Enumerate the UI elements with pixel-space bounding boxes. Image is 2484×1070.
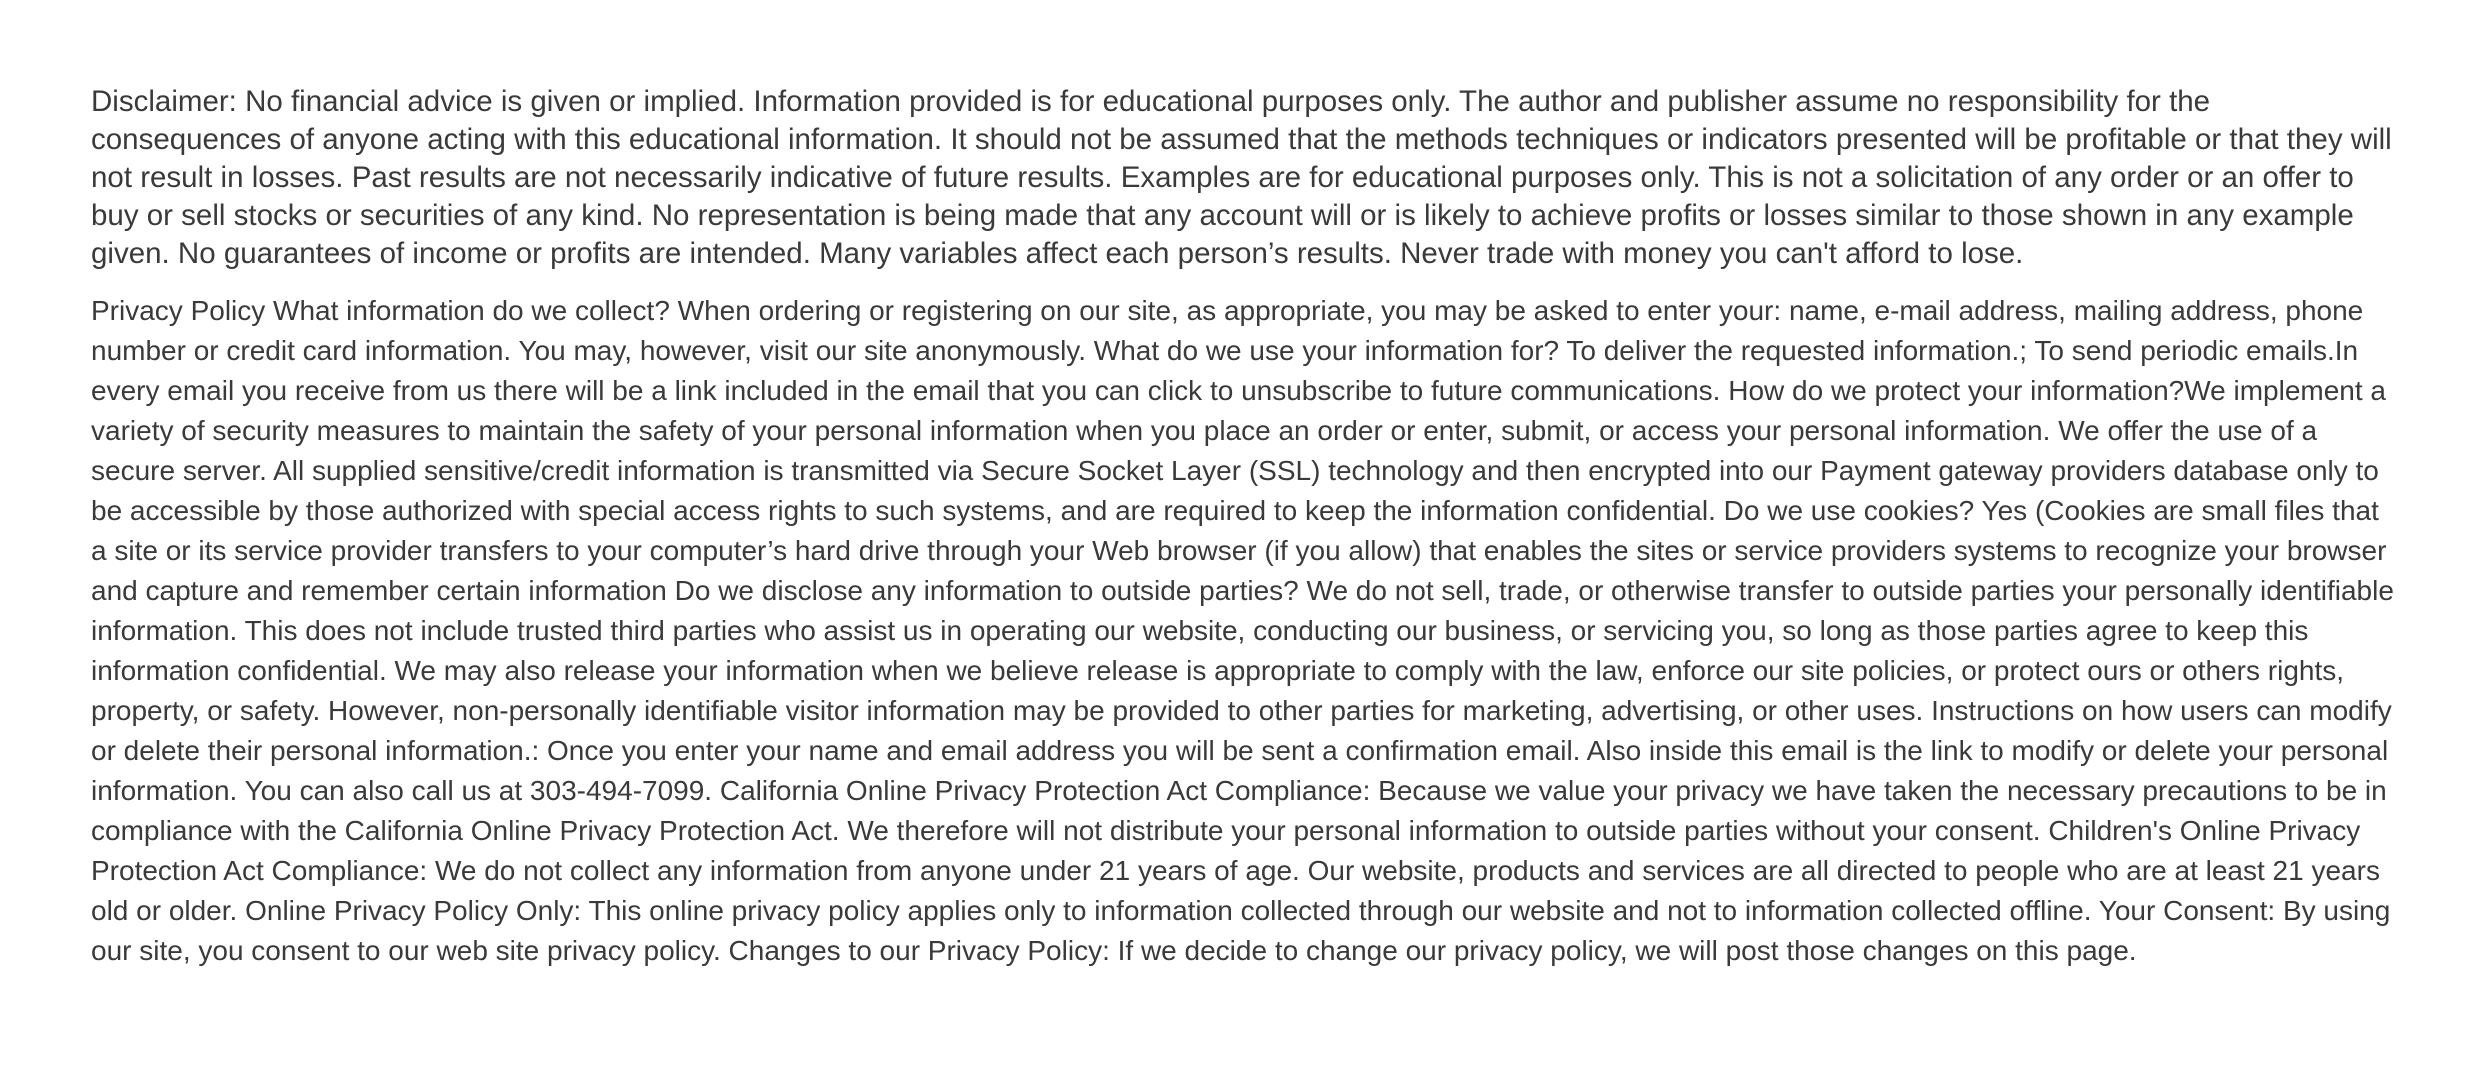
privacy-policy-text: Privacy Policy What information do we collect? When ordering or registering on our site, as appropriate, you may be asked to enter your: name, e-mail address, mailing address, phone number or credit card information. You may, however, visit our site anonymously. What do we use your information for? To deliver the requested information.; To send periodic emails.In every email you receive from us there will be a link included in the email that you can click to unsubscribe to future communications. How do we protect your information?We implement a variety of security measures to maintain the safety of your personal information when you place an order or enter, submit, or access your personal information. We offer the use of a secure server. All supplied sensitive/credit information is transmitted via Secure Socket Layer (SSL) technology and then encrypted into our Payment gateway providers database only to be accessible by those authorized with special access rights to such systems, and are required to keep the information confidential. Do we use cookies? Yes (Cookies are small files that a site or its service provider transfers to your computer’s hard drive through your Web browser (if you allow) that enables the sites or service providers systems to recognize your browser and capture and remember certain information Do we disclose any information to outside parties? We do not sell, trade, or otherwise transfer to outside parties your personally identifiable information. This does not include trusted third parties who assist us in operating our website, conducting our business, or servicing you, so long as those parties agree to keep this information confidential. We may also release your information when we believe release is appropriate to comply with the law, enforce our site policies, or protect ours or others rights, property, or safety. However, non-personally identifiable visitor information may be provided to other parties for marketing, advertising, or other uses. Instructions on how users can modify or delete their personal information.: Once you enter your name and email address you will be sent a confirmation email. Also inside this email is the link to modify or delete your personal information. You can also call us at 303-494-7099. California Online Privacy Protection Act Compliance: Because we value your privacy we have taken the necessary precautions to be in compliance with the California Online Privacy Protection Act. We therefore will not distribute your personal information to outside parties without your consent. Children's Online Privacy Protection Act Compliance: We do not collect any information from anyone under 21 years of age. Our website, products and services are all directed to people who are at least 21 years old or older. Online Privacy Policy Only: This online privacy policy applies only to information collected through our website and not to information collected offline. Your Consent: By using our site, you consent to our web site privacy policy. Changes to our Privacy Policy: If we decide to change our privacy policy, we will post those changes on this page. xyxy=(91,295,2394,966)
disclaimer-text: Disclaimer: No financial advice is given or implied. Information provided is for educational purposes only. The author and publisher assume no responsibility for the consequences of anyone acting with this educational information. It should not be assumed that the methods techniques or indicators presented will be profitable or that they will not result in losses. Past results are not necessarily indicative of future results. Examples are for educational purposes only. This is not a solicitation of any order or an offer to buy or sell stocks or securities of any kind. No representation is being made that any account will or is likely to achieve profits or losses similar to those shown in any example given. No guarantees of income or profits are intended. Many variables affect each person’s results. Never trade with money you can't afford to lose. xyxy=(91,85,2392,270)
